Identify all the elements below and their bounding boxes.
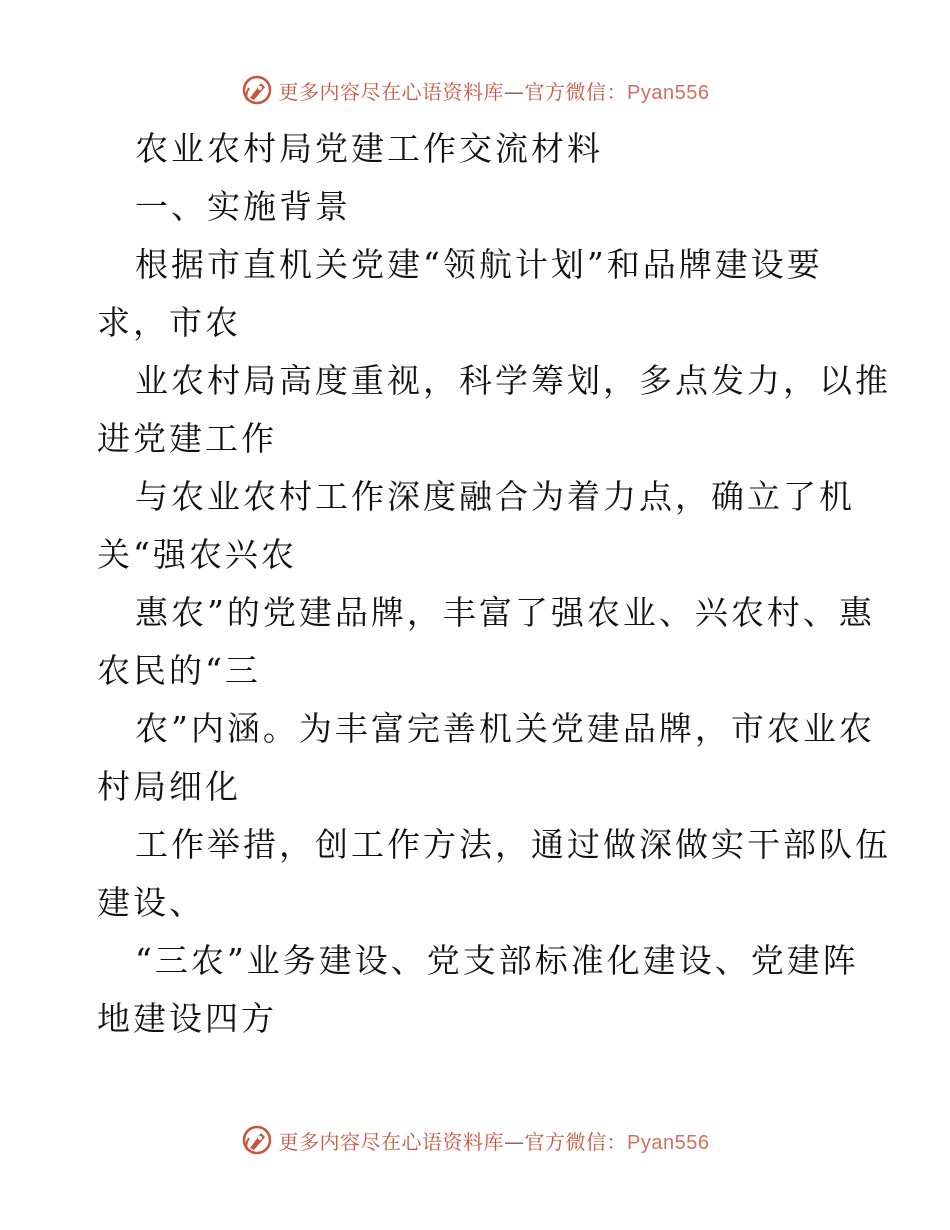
watermark-wechat-id: Pyan556 <box>627 1131 710 1154</box>
paragraph-line: 与农业农村工作深度融合为着力点，确立了机 <box>135 477 855 516</box>
watermark-wechat-id: Pyan556 <box>627 81 710 104</box>
paragraph-line: 关“强农兴农 <box>97 535 297 574</box>
paragraph-line: 工作举措，创工作方法，通过做深做实干部队伍 <box>135 825 891 864</box>
paragraph-line: 建设、 <box>97 883 205 922</box>
watermark-banner-bottom <box>0 1120 950 1160</box>
paragraph-line: 根据市直机关党建“领航计划”和品牌建设要 <box>135 245 823 284</box>
paragraph-line: 地建设四方 <box>97 999 277 1038</box>
paragraph-line: 村局细化 <box>97 767 241 806</box>
paragraph-line: 业农村局高度重视，科学筹划，多点发力，以推 <box>135 361 891 400</box>
paragraph-line: 惠农”的党建品牌，丰富了强农业、兴农村、惠 <box>135 593 875 632</box>
watermark-separator: — <box>504 1129 525 1154</box>
watermark-text: 更多内容尽在心语资料库 <box>278 1129 505 1154</box>
paragraph-line: 进党建工作 <box>97 419 277 458</box>
watermark-wechat-label: 官方微信： <box>524 1129 628 1154</box>
document-body <box>97 120 891 1048</box>
watermark-separator: — <box>504 79 525 104</box>
watermark-banner-top <box>0 70 950 110</box>
document-title: 农业农村局党建工作交流材料 <box>135 129 603 168</box>
section-heading: 一、实施背景 <box>135 187 351 226</box>
paragraph-line: 农民的“三 <box>97 651 261 690</box>
paragraph-line: 求，市农 <box>97 303 241 342</box>
pen-nib-logo-icon <box>241 1124 273 1156</box>
paragraph-line: 农”内涵。为丰富完善机关党建品牌，市农业农 <box>135 709 875 748</box>
pen-nib-logo-icon <box>241 74 273 106</box>
paragraph-line: “三农”业务建设、党支部标准化建设、党建阵 <box>135 941 859 980</box>
watermark-wechat-label: 官方微信： <box>524 79 628 104</box>
watermark-text: 更多内容尽在心语资料库 <box>278 79 505 104</box>
